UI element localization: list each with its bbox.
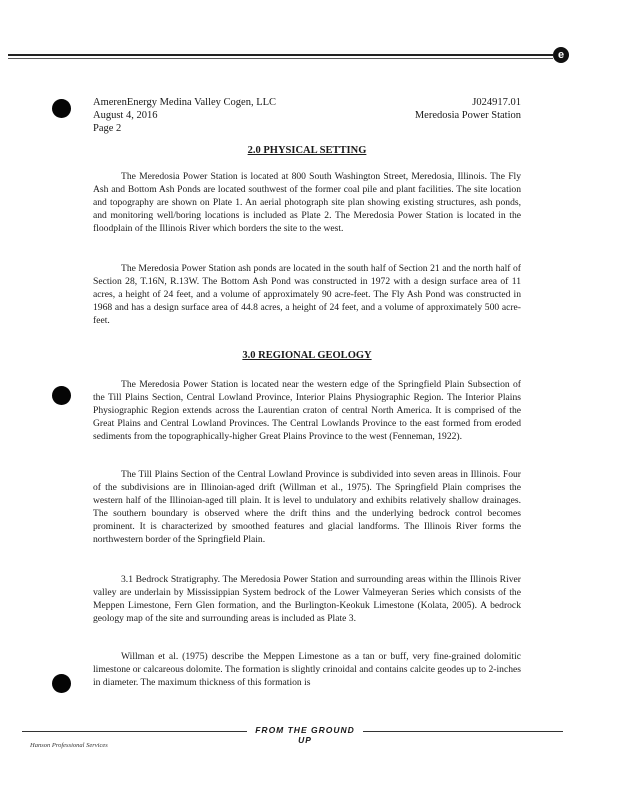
- report-date: August 4, 2016: [93, 110, 158, 121]
- header-left: [93, 96, 276, 135]
- paragraph: The Meredosia Power Station is located at 800 South Washington Street, Meredosia, Illinois. The Fly Ash and Bottom Ash Ponds are located southwest of the former coal pile and plant facilities. The site location and topography are shown on Plate 1. An aerial photograph site plan showing existing structures, ash ponds, and monitoring well/boring locations is included as Plate 2. The Meredosia Power Station is located in the floodplain of the Illinois River which borders the site to the west.: [93, 171, 521, 234]
- header-rule: [8, 54, 553, 56]
- header-right: [400, 96, 521, 122]
- paragraph: The Meredosia Power Station is located near the western edge of the Springfield Plain Subsection of the Till Plains Section, Central Lowland Province, Interior Plains Physiographic Region. The Interior Plains Physiographic Region extends across the Laurentian craton of central North America. It is comprised of the Great Plains and Central Lowland Provinces. The Central Lowlands Province to the east formed from eroded sediments from the topographically-higher Great Plains Province to the west (Fenneman, 1922).: [93, 379, 521, 442]
- paragraph: 3.1 Bedrock Stratigraphy. The Meredosia Power Station and surrounding areas within the Illinois River valley are underlain by Mississippian System bedrock of the Lower Valmeyeran Series which consists of the Meppen Limestone, Fern Glen formation, and the Burlington-Keokuk Limestone (Kolata, 2005). A bedrock geology map of the site and surrounding areas is included as Plate 3.: [93, 574, 521, 624]
- header-rule-thin: [8, 58, 553, 59]
- client-name: AmerenEnergy Medina Valley Cogen, LLC: [93, 97, 277, 108]
- company-logo-icon: e: [553, 47, 569, 63]
- footer-rule-right: [363, 731, 563, 732]
- project-number: J024917.01: [472, 97, 521, 108]
- paragraph: The Meredosia Power Station ash ponds are located in the south half of Section 21 and the north half of Section 28, T.16N, R.13W. The Bottom Ash Pond was constructed in 1972 with a design surface area of 11 acres, a height of 24 feet, and a volume of approximately 90 acre-feet. The Fly Ash Pond was constructed in 1968 and has a design surface area of 44.8 acres, a height of 24 feet, and a volume of approximately 500 acre-feet.: [93, 263, 521, 326]
- paragraph: Willman et al. (1975) describe the Meppen Limestone as a tan or buff, very fine-grained dolomitic limestone or calcareous dolomite. The formation is slightly crinoidal and contains calcite geodes up to 2-inches in diameter. The maximum thickness of this formation is: [93, 651, 521, 688]
- site-name: Meredosia Power Station: [414, 110, 521, 121]
- paragraph: The Till Plains Section of the Central Lowland Province is subdivided into seven areas in Illinois. Four of the subdivisions are in Illinoian-aged drift (Willman et al., 1975). The Springfield Plain comprises the western half of the Illinoian-aged till plain. It is level to undulatory and exhibits relatively shallow drainages. The southern boundary is observed where the drift thins and the underlying bedrock control becomes prominent. It is characterized by smoothed features and glacial landforms. The Illinois River forms the northwestern border of the Springfield Plain.: [93, 469, 521, 545]
- footer-rule-left: [22, 731, 247, 732]
- binder-hole: [52, 674, 71, 693]
- page-number: Page 2: [93, 123, 122, 134]
- section-heading-regional-geology: 3.0 REGIONAL GEOLOGY: [242, 350, 372, 361]
- footer-tagline: FROM THE GROUND UP: [255, 725, 355, 745]
- binder-hole: [52, 99, 71, 118]
- footer-brand: Hanson Professional Services: [30, 742, 108, 749]
- section-heading-physical-setting: 2.0 PHYSICAL SETTING: [247, 145, 367, 156]
- binder-hole: [52, 386, 71, 405]
